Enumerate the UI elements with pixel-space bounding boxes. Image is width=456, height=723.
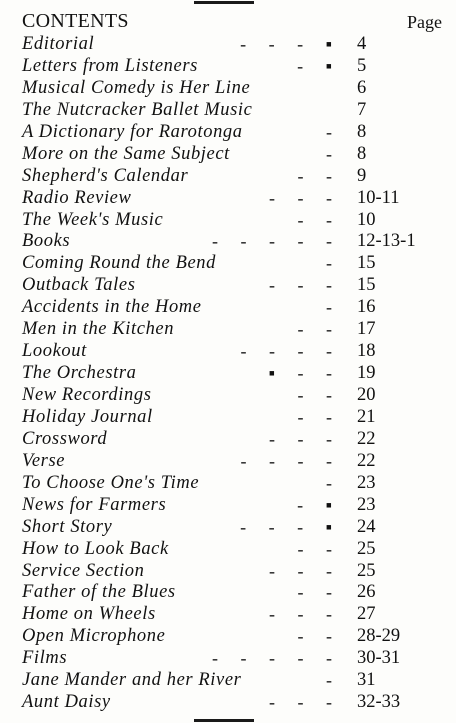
toc-entry-leader: -	[326, 121, 332, 142]
toc-entry	[0, 560, 456, 582]
toc-entry-page: 10	[357, 209, 376, 230]
toc-entry-page: 5	[357, 55, 367, 76]
toc-entry-leader: - - - ▪	[240, 34, 332, 54]
toc-entry-page: 32-33	[357, 692, 401, 713]
toc-entry-title: Lookout	[22, 341, 87, 362]
toc-entry-page: 23	[357, 494, 376, 515]
toc-entry-title: Editorial	[22, 34, 95, 54]
toc-entry	[0, 450, 456, 472]
toc-entry	[0, 581, 456, 603]
toc-entry	[0, 121, 456, 143]
toc-entry-title: Men in the Kitchen	[22, 319, 175, 340]
toc-entry-page: 25	[357, 560, 376, 581]
toc-entry-leader: - - -	[269, 428, 332, 449]
toc-entry-leader: - -	[297, 165, 332, 186]
toc-entry-leader: - -	[297, 385, 332, 405]
toc-entry-title: A Dictionary for Rarotonga	[22, 121, 243, 142]
toc-entry-page: 28-29	[357, 626, 401, 647]
toc-entry-title: Shepherd's Calendar	[22, 165, 189, 186]
toc-entry-leader: - -	[297, 319, 332, 340]
toc-entry	[0, 252, 456, 274]
toc-entry	[0, 494, 456, 516]
toc-entry-page: 31	[357, 670, 376, 691]
toc-entry-title: Outback Tales	[22, 275, 136, 296]
toc-entry-leader: -	[326, 253, 332, 274]
toc-entry-title: Aunt Daisy	[22, 692, 111, 713]
contents-list	[0, 33, 456, 713]
toc-entry-page: 15	[357, 275, 376, 296]
toc-entry-page: 18	[357, 341, 376, 362]
toc-entry-leader: - - -	[269, 604, 332, 625]
toc-entry-leader: ▪ - -	[268, 363, 332, 384]
toc-entry-page: 8	[357, 143, 367, 164]
toc-entry-title: How to Look Back	[22, 538, 169, 559]
toc-entry-page: 6	[357, 77, 367, 98]
toc-entry	[0, 209, 456, 231]
toc-entry	[0, 472, 456, 494]
toc-entry-title: Musical Comedy is Her Line	[22, 77, 251, 98]
toc-entry	[0, 165, 456, 187]
toc-entry-title: Holiday Journal	[22, 406, 153, 427]
toc-entry-page: 16	[357, 297, 376, 318]
toc-entry-title: The Orchestra	[22, 363, 137, 384]
toc-entry-leader: -	[326, 297, 332, 318]
toc-entry	[0, 406, 456, 428]
contents-title: CONTENTS	[22, 10, 129, 32]
toc-entry-title: Accidents in the Home	[22, 297, 202, 318]
toc-entry-title: Films	[22, 648, 68, 669]
toc-entry	[0, 77, 456, 99]
toc-entry-title: To Choose One's Time	[22, 472, 200, 493]
toc-entry-leader: - - -	[269, 560, 332, 581]
toc-entry-leader: - -	[297, 538, 332, 559]
toc-entry-page: 22	[357, 450, 376, 471]
toc-entry-title: Radio Review	[22, 187, 132, 208]
toc-entry-title: The Week's Music	[22, 209, 164, 230]
toc-entry-page: 19	[357, 363, 376, 384]
toc-entry	[0, 691, 456, 713]
toc-entry-leader: - - - -	[240, 450, 332, 471]
toc-entry-leader: - -	[297, 406, 332, 427]
toc-entry-page: 15	[357, 253, 376, 274]
toc-entry-leader: - - -	[269, 275, 332, 296]
toc-entry-title: Crossword	[22, 428, 108, 449]
toc-entry-leader: - - - - -	[212, 648, 332, 669]
toc-entry-page: 7	[357, 99, 367, 120]
toc-entry-page: 8	[357, 121, 367, 142]
toc-entry-leader: -	[326, 143, 332, 164]
toc-entry-page: 17	[357, 319, 376, 340]
toc-entry-page: 20	[357, 385, 376, 405]
toc-entry-title: The Nutcracker Ballet Music	[22, 99, 253, 120]
toc-entry	[0, 538, 456, 560]
toc-entry-leader: - - - - -	[212, 231, 332, 252]
top-rule	[194, 1, 254, 4]
toc-entry-leader: - - -	[269, 187, 332, 208]
toc-entry	[0, 296, 456, 318]
toc-entry	[0, 99, 456, 121]
toc-entry-page: 30-31	[357, 648, 401, 669]
toc-entry-leader: - -	[297, 626, 332, 647]
toc-entry-leader: - ▪	[297, 494, 332, 515]
toc-entry-leader: - ▪	[297, 55, 332, 76]
toc-entry	[0, 187, 456, 209]
toc-entry	[0, 647, 456, 669]
contents-heading	[22, 10, 442, 34]
toc-entry-title: Open Microphone	[22, 626, 166, 647]
toc-entry	[0, 143, 456, 165]
toc-entry-title: Jane Mander and her River	[22, 670, 242, 691]
toc-entry-page: 10-11	[357, 187, 400, 208]
toc-entry-page: 12-13-1	[357, 231, 416, 252]
toc-entry	[0, 274, 456, 296]
bottom-rule	[194, 719, 254, 722]
toc-entry-page: 4	[357, 34, 367, 54]
toc-entry	[0, 603, 456, 625]
toc-entry	[0, 230, 456, 252]
toc-entry-leader: - -	[297, 582, 332, 603]
toc-entry	[0, 33, 456, 55]
toc-entry	[0, 55, 456, 77]
toc-entry-leader: - - - ▪	[240, 516, 332, 537]
toc-entry-title: More on the Same Subject	[22, 143, 230, 164]
page-column-label: Page	[407, 12, 442, 32]
toc-entry-title: Coming Round the Bend	[22, 253, 216, 274]
toc-entry	[0, 516, 456, 538]
toc-entry-page: 9	[357, 165, 367, 186]
toc-entry-title: New Recordings	[22, 385, 152, 405]
toc-entry-title: Service Section	[22, 560, 145, 581]
toc-entry-title: Short Story	[22, 516, 113, 537]
toc-entry-page: 26	[357, 582, 376, 603]
toc-entry-leader: - - -	[269, 692, 332, 713]
toc-entry-title: Books	[22, 231, 71, 252]
toc-entry	[0, 625, 456, 647]
toc-entry-leader: -	[326, 472, 332, 493]
toc-entry-leader: -	[326, 670, 332, 691]
toc-entry-page: 25	[357, 538, 376, 559]
toc-entry-title: Father of the Blues	[22, 582, 176, 603]
toc-entry-page: 22	[357, 428, 376, 449]
toc-entry-leader: - -	[297, 209, 332, 230]
toc-entry-title: Home on Wheels	[22, 604, 156, 625]
toc-entry	[0, 384, 456, 406]
toc-entry-page: 24	[357, 516, 376, 537]
toc-entry-page: 23	[357, 472, 376, 493]
toc-entry-page: 21	[357, 406, 376, 427]
toc-entry	[0, 428, 456, 450]
toc-entry-title: News for Farmers	[22, 494, 167, 515]
toc-entry-leader: - - - -	[240, 341, 332, 362]
toc-entry-title: Letters from Listeners	[22, 55, 198, 76]
toc-entry	[0, 669, 456, 691]
toc-entry-title: Verse	[22, 450, 66, 471]
toc-entry-page: 27	[357, 604, 376, 625]
toc-entry	[0, 340, 456, 362]
toc-entry	[0, 318, 456, 340]
toc-entry	[0, 362, 456, 384]
